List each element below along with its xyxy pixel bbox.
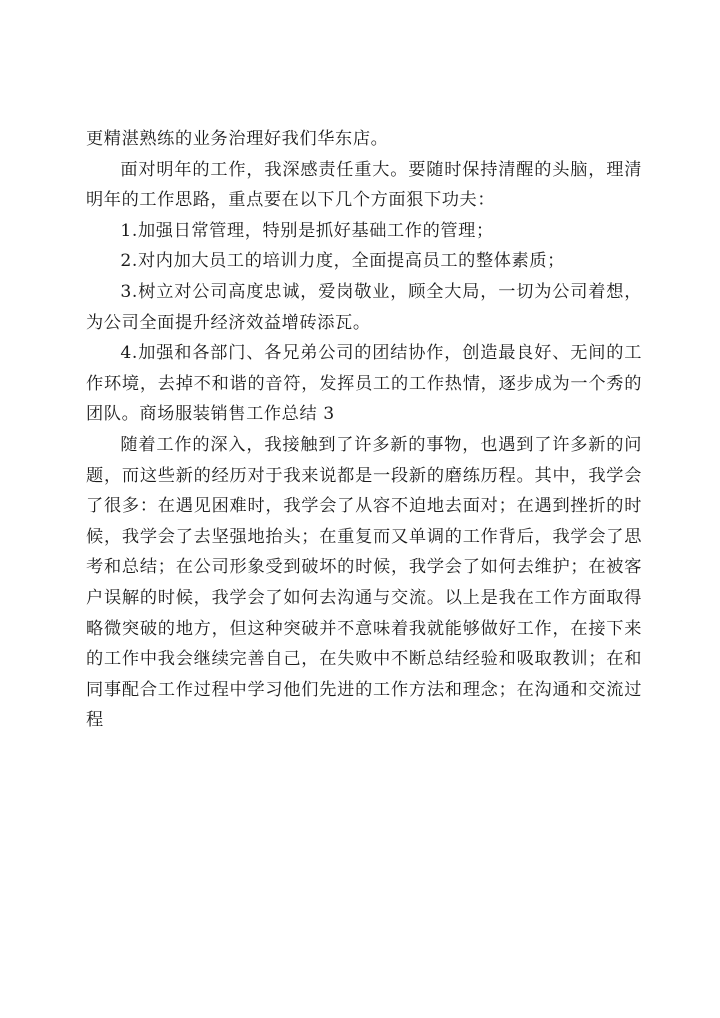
- document-body: [86, 124, 642, 736]
- list-item-2: 2.对内加大员工的培训力度，全面提高员工的整体素质；: [120, 251, 565, 272]
- paragraph-intro: 面对明年的工作，我深感责任重大。要随时保持清醒的头脑，理清明年的工作思路，重点要在以下几个方面狠下功夫：: [86, 159, 642, 211]
- paragraph-continuation: 更精湛熟练的业务治理好我们华东店。: [86, 129, 389, 149]
- list-item-4: 4.加强和各部门、各兄弟公司的团结协作，创造最良好、无间的工作环境，去掉不和谐的音符，发挥员工的工作热情，逐步成为一个秀的团队。商场服装销售工作总结 3: [86, 343, 642, 425]
- paragraph-summary: 随着工作的深入，我接触到了许多新的事物，也遇到了许多新的问题，而这些新的经历对于我来说都是一段新的磨练历程。其中，我学会了很多：在遇见困难时，我学会了从容不迫地去面对；在遇到挫折的时候，我学会了去坚强地抬头；在重复而又单调的工作背后，我学会了思考和总结；在公司形象受到破坏的时候，我学会了如何去维护；在被客户误解的时候，我学会了如何去沟通与交流。以上是我在工作方面取得略微突破的地方，但这种突破并不意味着我就能够做好工作，在接下来的工作中我会继续完善自己，在失败中不断总结经验和吸取教训；在和同事配合工作过程中学习他们先进的工作方法和理念；在沟通和交流过程: [86, 434, 642, 731]
- list-item-1: 1.加强日常管理，特别是抓好基础工作的管理；: [120, 220, 494, 241]
- list-item-3: 3.树立对公司高度忠诚，爱岗敬业，顾全大局，一切为公司着想，为公司全面提升经济效益增砖添瓦。: [86, 281, 642, 333]
